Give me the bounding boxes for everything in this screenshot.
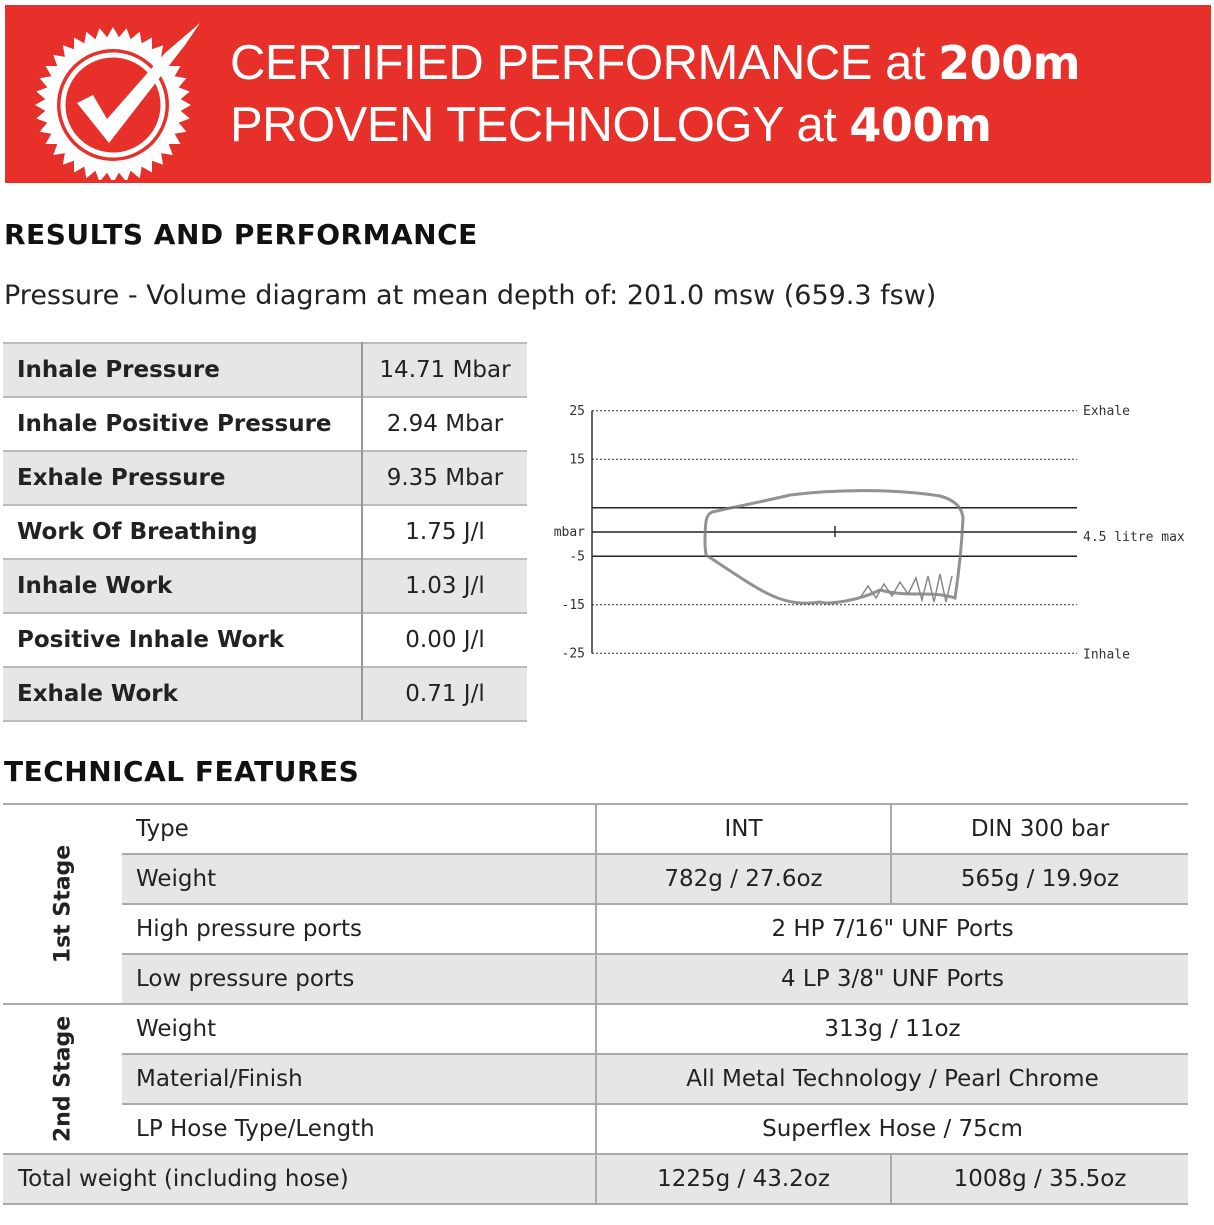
pressure-volume-chart [530, 390, 1214, 680]
cell: 565g / 19.9oz [891, 854, 1188, 904]
y-tick-label: 25 [569, 403, 585, 419]
table-row [3, 451, 527, 505]
y-tick-label: -15 [561, 597, 585, 613]
y-tick-label: -5 [569, 549, 585, 565]
metric-label: Work Of Breathing [3, 505, 362, 559]
table-row [3, 1154, 1188, 1204]
features-heading: TECHNICAL FEATURES [4, 755, 360, 788]
results-table [3, 342, 527, 722]
cell: 2 HP 7/16" UNF Ports [596, 904, 1188, 954]
metric-value: 14.71 Mbar [362, 343, 527, 397]
results-heading: RESULTS AND PERFORMANCE [4, 218, 478, 251]
metric-value: 1.75 J/l [362, 505, 527, 559]
row-label: Material/Finish [122, 1054, 596, 1104]
diagram-subtitle: Pressure - Volume diagram at mean depth of: 201.0 msw (659.3 fsw) [4, 280, 937, 311]
pv-oscillation [860, 574, 952, 602]
stage-2-label: 2nd Stage [3, 1004, 122, 1154]
row-label: Weight [122, 854, 596, 904]
metric-value: 2.94 Mbar [362, 397, 527, 451]
cell: 1008g / 35.5oz [891, 1154, 1188, 1204]
table-row [3, 1004, 1188, 1054]
technical-features-table [3, 803, 1188, 1205]
row-label: Low pressure ports [122, 954, 596, 1004]
cell: 313g / 11oz [596, 1004, 1188, 1054]
metric-value: 0.71 J/l [362, 667, 527, 721]
cell: 4 LP 3/8" UNF Ports [596, 954, 1188, 1004]
metric-value: 0.00 J/l [362, 613, 527, 667]
y-tick-label: -25 [561, 646, 585, 662]
metric-label: Inhale Pressure [3, 343, 362, 397]
row-label: LP Hose Type/Length [122, 1104, 596, 1154]
table-row [3, 954, 1188, 1004]
table-row [3, 1054, 1188, 1104]
row-label: Weight [122, 1004, 596, 1054]
cell: Superflex Hose / 75cm [596, 1104, 1188, 1154]
y-axis-label: mbar [553, 525, 585, 540]
metric-label: Exhale Work [3, 667, 362, 721]
banner-line-1: CERTIFIED PERFORMANCE at 200m [230, 36, 1081, 90]
table-row [3, 904, 1188, 954]
table-row [3, 505, 527, 559]
metric-label: Positive Inhale Work [3, 613, 362, 667]
table-row [3, 804, 1188, 854]
metric-label: Exhale Pressure [3, 451, 362, 505]
certification-banner [5, 5, 1211, 183]
cell: INT [596, 804, 891, 854]
volume-annotation: 4.5 litre max [1083, 530, 1185, 545]
table-row [3, 854, 1188, 904]
table-row [3, 613, 527, 667]
cell: DIN 300 bar [891, 804, 1188, 854]
metric-label: Inhale Positive Pressure [3, 397, 362, 451]
table-row [3, 1104, 1188, 1154]
row-label: High pressure ports [122, 904, 596, 954]
table-row [3, 559, 527, 613]
table-row [3, 343, 527, 397]
table-row [3, 397, 527, 451]
metric-label: Inhale Work [3, 559, 362, 613]
table-row [3, 667, 527, 721]
certified-seal-icon [35, 15, 205, 180]
metric-value: 9.35 Mbar [362, 451, 527, 505]
cell: 782g / 27.6oz [596, 854, 891, 904]
stage-1-label: 1st Stage [3, 804, 122, 1004]
exhale-annotation: Exhale [1083, 403, 1130, 419]
y-tick-label: 15 [569, 452, 585, 468]
cell: 1225g / 43.2oz [596, 1154, 891, 1204]
metric-value: 1.03 J/l [362, 559, 527, 613]
row-label: Type [122, 804, 596, 854]
inhale-annotation: Inhale [1083, 647, 1130, 663]
banner-line-2: PROVEN TECHNOLOGY at 400m [230, 98, 992, 152]
cell: All Metal Technology / Pearl Chrome [596, 1054, 1188, 1104]
row-label: Total weight (including hose) [3, 1154, 596, 1204]
